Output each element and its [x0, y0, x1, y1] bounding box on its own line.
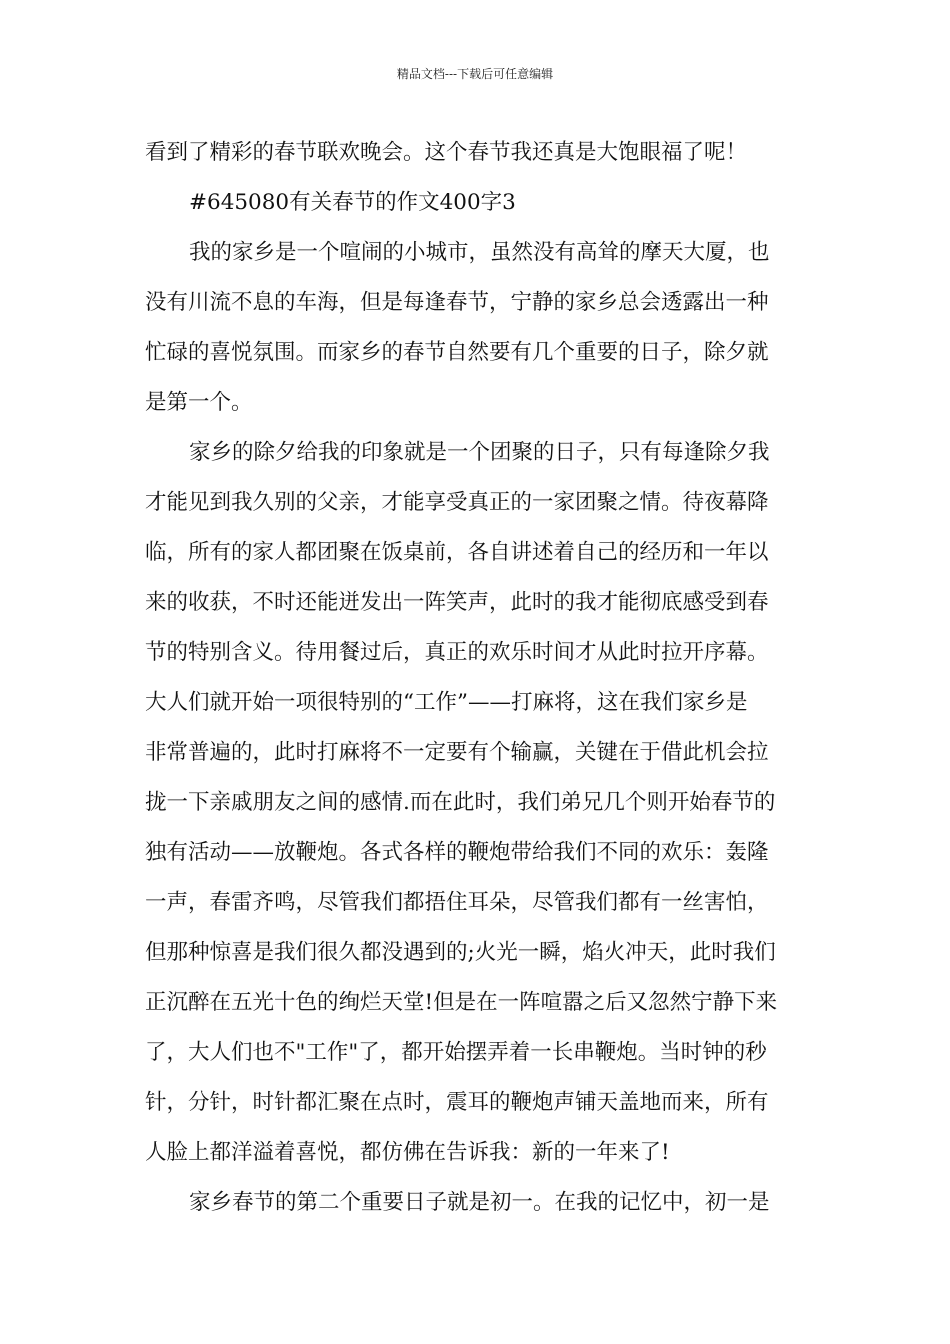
- text-line: 针，分针，时针都汇聚在点时，震耳的鞭炮声铺天盖地而来，所有: [145, 1090, 769, 1115]
- text-line: 正沉醉在五光十色的绚烂天堂!但是在一阵喧嚣之后又忽然宁静下来: [145, 990, 778, 1015]
- text-line: 拢一下亲戚朋友之间的感情.而在此时，我们弟兄几个则开始春节的: [145, 790, 776, 815]
- text-line: 人脸上都洋溢着喜悦，都仿佛在告诉我：新的一年来了!: [145, 1140, 670, 1165]
- text-line: 独有活动——放鞭炮。各式各样的鞭炮带给我们不同的欢乐：轰隆: [145, 840, 769, 865]
- text-line: 非常普遍的，此时打麻将不一定要有个输赢，关键在于借此机会拉: [145, 740, 769, 765]
- text-line: 节的特别含义。待用餐过后，真正的欢乐时间才从此时拉开序幕。: [145, 640, 769, 665]
- page-header: 精品文档---下载后可任意编辑: [396, 67, 554, 81]
- text-line: 临，所有的家人都团聚在饭桌前，各自讲述着自己的经历和一年以: [145, 540, 769, 565]
- text-line: 家乡春节的第二个重要日子就是初一。在我的记忆中，初一是: [189, 1190, 770, 1215]
- text-line: 大人们就开始一项很特别的“工作”——打麻将，这在我们家乡是: [145, 690, 748, 715]
- text-line: 我的家乡是一个喧闹的小城市，虽然没有高耸的摩天大厦，也: [189, 240, 770, 265]
- text-line: 了，大人们也不"工作"了，都开始摆弄着一长串鞭炮。当时钟的秒: [145, 1040, 767, 1065]
- text-line: 看到了精彩的春节联欢晚会。这个春节我还真是大饱眼福了呢！: [145, 140, 748, 165]
- text-line: 来的收获，不时还能迸发出一阵笑声，此时的我才能彻底感受到春: [145, 590, 769, 615]
- text-line: 家乡的除夕给我的印象就是一个团聚的日子，只有每逢除夕我: [189, 440, 770, 465]
- text-line: 才能见到我久别的父亲，才能享受真正的一家团聚之情。待夜幕降: [145, 490, 769, 515]
- text-line: 没有川流不息的车海，但是每逢春节，宁静的家乡总会透露出一种: [145, 290, 769, 315]
- text-line: 一声，春雷齐鸣，尽管我们都捂住耳朵，尽管我们都有一丝害怕，: [145, 890, 769, 915]
- section-heading: #645080有关春节的作文400字3: [189, 190, 516, 215]
- text-line: 但那种惊喜是我们很久都没遇到的;火光一瞬，焰火冲天，此时我们: [145, 940, 776, 965]
- body-text: [145, 128, 810, 1228]
- text-line: 是第一个。: [145, 390, 253, 415]
- text-line: 忙碌的喜悦氛围。而家乡的春节自然要有几个重要的日子，除夕就: [145, 340, 769, 365]
